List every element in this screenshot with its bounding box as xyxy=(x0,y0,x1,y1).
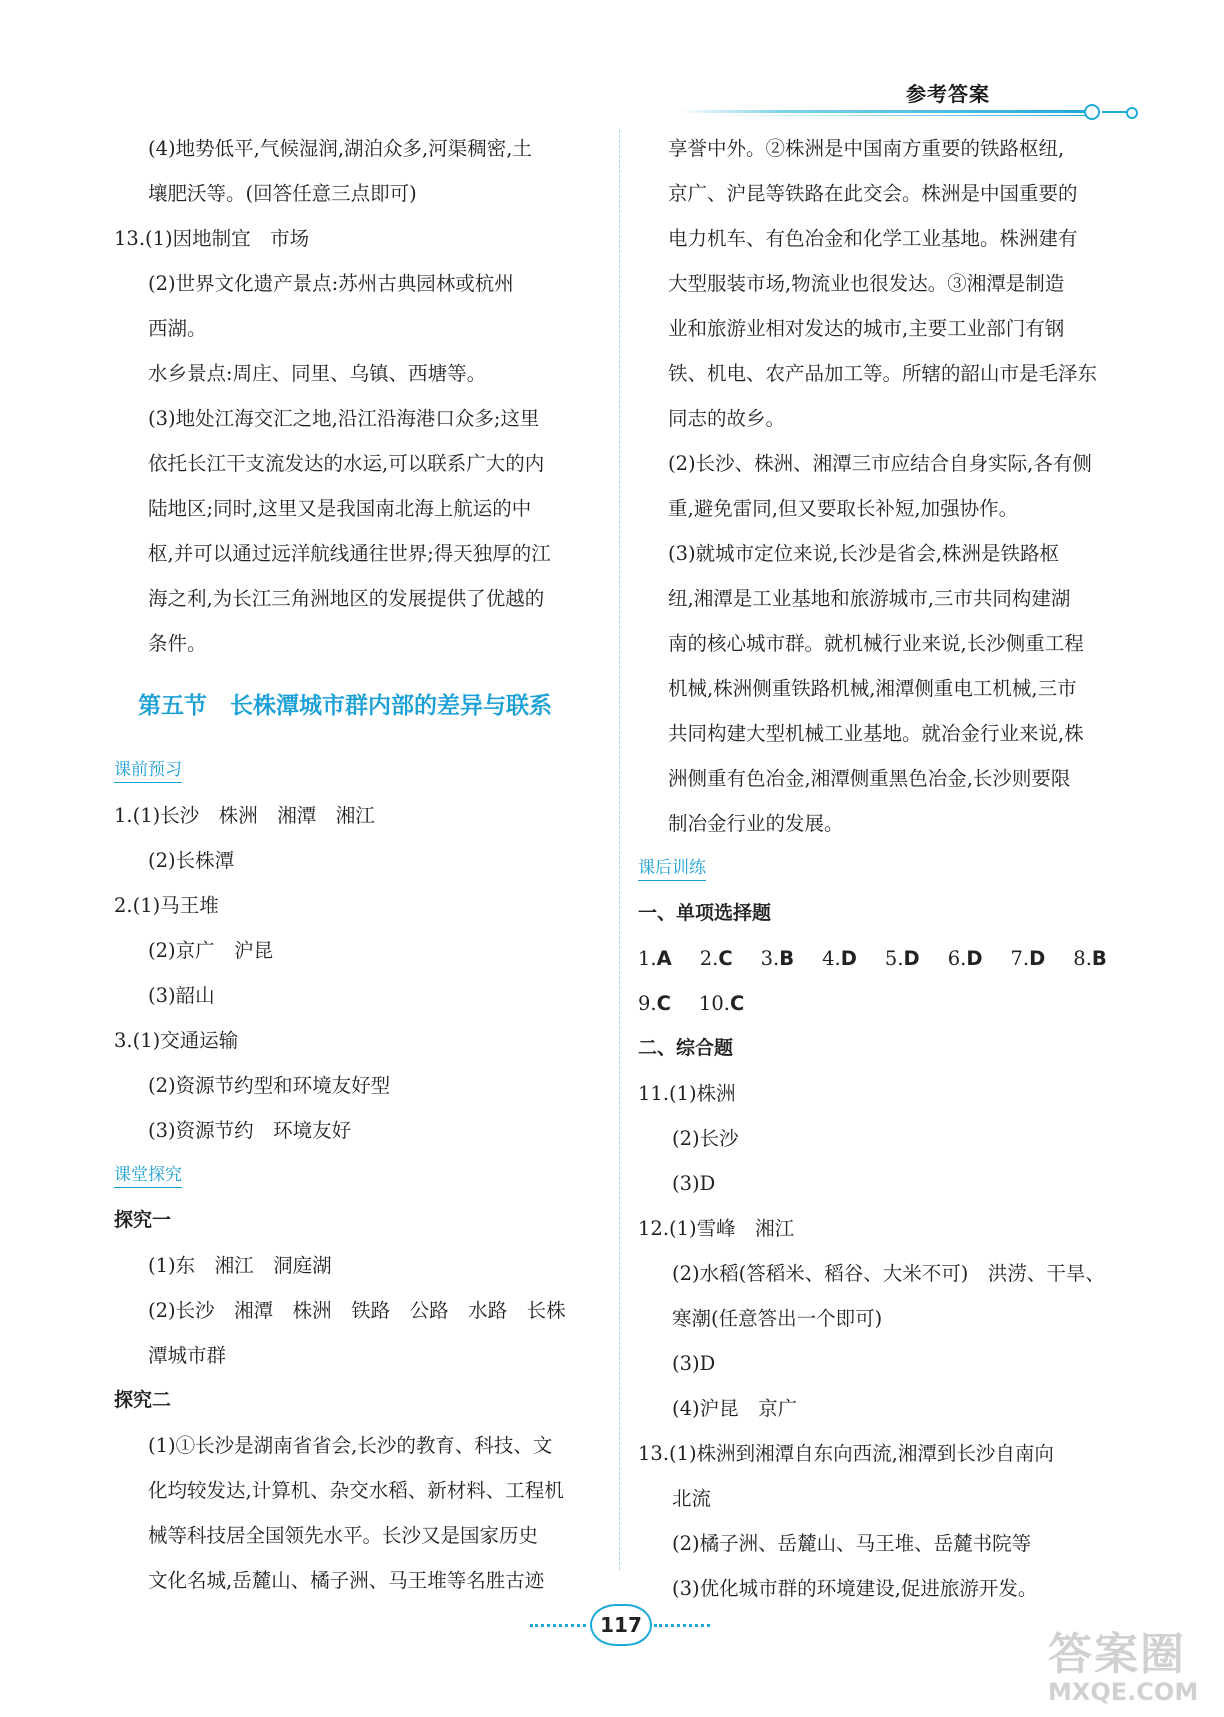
mc-number: 10. xyxy=(698,992,730,1015)
mc-number: 1. xyxy=(638,947,657,970)
mc-answer: D xyxy=(903,947,920,970)
mc-number: 6. xyxy=(947,947,967,970)
mc-number: 9. xyxy=(638,992,657,1015)
answer-line: (3)优化城市群的环境建设,促进旅游开发。 xyxy=(672,1577,1038,1600)
answer-line: (2)世界文化遗产景点:苏州古典园林或杭州 xyxy=(148,272,514,295)
answer-line: (4)沪昆 京广 xyxy=(672,1397,798,1420)
answer-line: 11.(1)株洲 xyxy=(638,1082,736,1105)
answer-line: 南的核心城市群。就机械行业来说,长沙侧重工程 xyxy=(668,632,1084,655)
answer-line: 13.(1)株洲到湘潭自东向西流,湘潭到长沙自南向 xyxy=(638,1442,1054,1465)
mc-answer: D xyxy=(966,947,983,970)
answer-line: 潭城市群 xyxy=(148,1344,227,1367)
answer-line: (2)长沙 xyxy=(672,1127,739,1150)
answer-line: 共同构建大型机械工业基地。就冶金行业来说,株 xyxy=(668,722,1084,745)
answer-line: (2)长沙、株洲、湘潭三市应结合自身实际,各有侧 xyxy=(668,452,1092,475)
answer-line: (4)地势低平,气候湿润,湖泊众多,河渠稠密,土 xyxy=(148,137,532,160)
answer-line: (3)地处江海交汇之地,沿江沿海港口众多;这里 xyxy=(148,407,540,430)
answer-line: 同志的故乡。 xyxy=(668,407,786,430)
answer-line: 重,避免雷同,但又要取长补短,加强协作。 xyxy=(668,497,1019,520)
answer-line: 械等科技居全国领先水平。长沙又是国家历史 xyxy=(148,1524,539,1547)
explore-label xyxy=(114,1153,600,1198)
comp-heading: 二、综合题 xyxy=(638,1037,734,1059)
answer-line: (2)资源节约型和环境友好型 xyxy=(148,1074,391,1097)
mc-number: 8. xyxy=(1073,947,1092,970)
footer-dots-right xyxy=(654,1624,710,1627)
mc-answer: B xyxy=(1091,947,1107,970)
answer-line: 化均较发达,计算机、杂交水稻、新材料、工程机 xyxy=(148,1479,564,1502)
mc-answers-row-1 xyxy=(638,936,1122,981)
answer-line: 3.(1)交通运输 xyxy=(114,1029,239,1052)
header-circle-icon xyxy=(1084,104,1100,120)
answer-line: 陆地区;同时,这里又是我国南北海上航运的中 xyxy=(148,497,532,520)
answer-line: 享誉中外。②株洲是中国南方重要的铁路枢纽, xyxy=(668,137,1065,160)
answer-line: 壤肥沃等。(回答任意三点即可) xyxy=(148,182,417,205)
answer-line: (3)D xyxy=(672,1352,716,1375)
answer-line: 纽,湘潭是工业基地和旅游城市,三市共同构建湖 xyxy=(668,587,1071,610)
mc-answers-row-2 xyxy=(638,981,1122,1026)
mc-number: 4. xyxy=(822,947,841,970)
mc-answer: B xyxy=(779,947,795,970)
page-header xyxy=(678,74,1140,120)
answer-line: 水乡景点:周庄、同里、乌镇、西塘等。 xyxy=(148,362,487,385)
mc-answer: A xyxy=(656,947,672,970)
answer-line: 寒潮(任意答出一个即可) xyxy=(672,1307,883,1330)
header-rule xyxy=(678,110,1088,113)
mc-number: 3. xyxy=(760,947,780,970)
answer-line: (2)长沙 湘潭 株洲 铁路 公路 水路 长株 xyxy=(148,1299,566,1322)
mc-number: 2. xyxy=(699,947,719,970)
right-column xyxy=(638,126,1122,1611)
answer-line: 1.(1)长沙 株洲 湘潭 湘江 xyxy=(114,804,375,827)
answer-line: 海之利,为长江三角洲地区的发展提供了优越的 xyxy=(148,587,545,610)
answer-line: 枢,并可以通过远洋航线通往世界;得天独厚的江 xyxy=(148,542,551,565)
footer-dots-left xyxy=(530,1624,586,1627)
mc-answer: C xyxy=(729,992,745,1015)
page-number: 117 xyxy=(590,1604,652,1646)
answer-line: 条件。 xyxy=(148,632,207,655)
answer-line: 大型服装市场,物流业也很发达。③湘潭是制造 xyxy=(668,272,1065,295)
column-divider xyxy=(619,130,620,1570)
answer-line: (3)就城市定位来说,长沙是省会,株洲是铁路枢 xyxy=(668,542,1060,565)
header-title: 参考答案 xyxy=(906,82,990,106)
answer-line: (1)①长沙是湖南省省会,长沙的教育、科技、文 xyxy=(148,1434,553,1457)
answer-line: 京广、沪昆等铁路在此交会。株洲是中国重要的 xyxy=(668,182,1078,205)
page-footer xyxy=(530,1600,710,1650)
answer-line: 北流 xyxy=(672,1487,712,1510)
answer-line: 2.(1)马王堆 xyxy=(114,894,219,917)
preview-label xyxy=(114,748,600,793)
training-label-text: 课后训练 xyxy=(638,858,706,881)
header-connector xyxy=(1102,111,1128,113)
left-column xyxy=(114,126,600,1603)
answer-line: (2)橘子洲、岳麓山、马王堆、岳麓书院等 xyxy=(672,1532,1032,1555)
answer-line: 电力机车、有色冶金和化学工业基地。株洲建有 xyxy=(668,227,1078,250)
answer-line: (1)东 湘江 洞庭湖 xyxy=(148,1254,332,1277)
answer-line: 机械,株洲侧重铁路机械,湘潭侧重电工机械,三市 xyxy=(668,677,1077,700)
mc-answer: C xyxy=(718,947,733,970)
header-rule-thin xyxy=(708,115,1088,116)
answer-line: 制冶金行业的发展。 xyxy=(668,812,844,835)
section-title: 第五节 长株潭城市群内部的差异与联系 xyxy=(138,692,552,719)
answer-line: (2)长株潭 xyxy=(148,849,235,872)
answer-line: 西湖。 xyxy=(148,317,207,340)
answer-line: 铁、机电、农产品加工等。所辖的韶山市是毛泽东 xyxy=(668,362,1098,385)
answer-line: 业和旅游业相对发达的城市,主要工业部门有钢 xyxy=(668,317,1065,340)
watermark-logo xyxy=(1048,1629,1218,1712)
answer-line: (2)水稻(答稻米、稻谷、大米不可) 洪涝、干旱、 xyxy=(672,1262,1105,1285)
explore-2-heading: 探究二 xyxy=(114,1389,172,1411)
mc-answer: D xyxy=(1029,947,1046,970)
preview-label-text: 课前预习 xyxy=(114,760,182,783)
watermark-domain: MXQE.COM xyxy=(1048,1678,1199,1706)
watermark-text: 答案圈 xyxy=(1048,1629,1186,1680)
answer-line: (2)京广 沪昆 xyxy=(148,939,274,962)
answer-line: 依托长江干支流发达的水运,可以联系广大的内 xyxy=(148,452,545,475)
answer-line: (3)资源节约 环境友好 xyxy=(148,1119,352,1142)
answer-line: (3)D xyxy=(672,1172,716,1195)
answer-line: 文化名城,岳麓山、橘子洲、马王堆等名胜古迹 xyxy=(148,1569,545,1592)
answer-line: (3)韶山 xyxy=(148,984,215,1007)
mc-heading: 一、单项选择题 xyxy=(638,902,772,924)
mc-answer: C xyxy=(656,992,671,1015)
training-label xyxy=(638,846,1122,891)
explore-1-heading: 探究一 xyxy=(114,1209,172,1231)
mc-number: 5. xyxy=(884,947,904,970)
question-13: 13.(1)因地制宜 市场 xyxy=(114,227,310,250)
answer-line: 洲侧重有色冶金,湘潭侧重黑色冶金,长沙则要限 xyxy=(668,767,1071,790)
explore-label-text: 课堂探究 xyxy=(114,1165,182,1188)
header-small-circle-icon xyxy=(1126,107,1138,119)
answer-line: 12.(1)雪峰 湘江 xyxy=(638,1217,795,1240)
mc-number: 7. xyxy=(1010,947,1030,970)
mc-answer: D xyxy=(840,947,857,970)
